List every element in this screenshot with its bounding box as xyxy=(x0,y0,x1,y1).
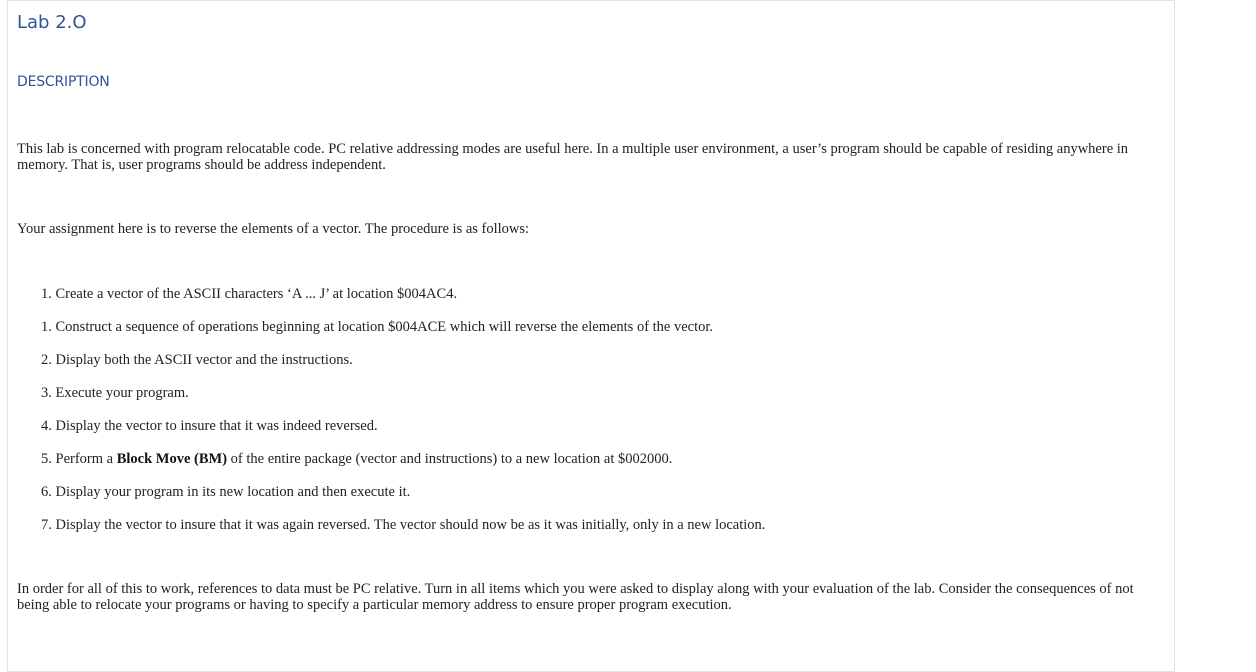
step-number: 4. xyxy=(41,418,52,434)
step-text: Execute your program. xyxy=(55,385,189,401)
document-page xyxy=(7,0,1175,672)
section-heading: DESCRIPTION xyxy=(17,74,110,90)
step-number: 3. xyxy=(41,385,52,401)
step-number: 6. xyxy=(41,484,52,500)
step-item xyxy=(41,385,765,418)
step-number: 5. xyxy=(41,451,52,467)
step-text: Display your program in its new location and then execute it. xyxy=(55,484,411,500)
step-item xyxy=(41,517,765,550)
step-item xyxy=(41,451,765,484)
step-text: Create a vector of the ASCII characters ‘A ... J’ at location $004AC4. xyxy=(55,286,458,302)
step-item xyxy=(41,319,765,352)
step-item xyxy=(41,418,765,451)
step-number: 7. xyxy=(41,517,52,533)
step-text-after: of the entire package (vector and instructions) to a new location at $002000. xyxy=(227,451,673,467)
step-bold-term: Block Move (BM) xyxy=(116,451,228,467)
page-title: Lab 2.O xyxy=(17,12,87,33)
step-text: Display both the ASCII vector and the instructions. xyxy=(55,352,353,368)
assignment-paragraph: Your assignment here is to reverse the elements of a vector. The procedure is as follows: xyxy=(17,221,530,237)
step-item xyxy=(41,286,765,319)
step-item xyxy=(41,484,765,517)
step-number: 1. xyxy=(41,319,52,335)
procedure-steps-list xyxy=(41,286,765,550)
closing-paragraph: In order for all of this to work, references to data must be PC relative. Turn in all items which you were asked to display along with your evaluation of the lab. Consider the consequences of not being able to relocate your programs or having to specify a particular memory address to ensure proper program execution. xyxy=(17,581,1134,613)
intro-paragraph: This lab is concerned with program relocatable code. PC relative addressing modes are useful here. In a multiple user environment, a user’s program should be capable of residing anywhere in memory. That is, user programs should be address independent. xyxy=(17,141,1129,173)
step-text: Display the vector to insure that it was indeed reversed. xyxy=(55,418,378,434)
step-text-before: Perform a xyxy=(55,451,117,467)
step-number: 1. xyxy=(41,286,52,302)
step-number: 2. xyxy=(41,352,52,368)
step-text: Construct a sequence of operations beginning at location $004ACE which will reverse the elements of the vector. xyxy=(55,319,714,335)
step-item xyxy=(41,352,765,385)
step-text: Display the vector to insure that it was again reversed. The vector should now be as it was initially, only in a new location. xyxy=(55,517,766,533)
